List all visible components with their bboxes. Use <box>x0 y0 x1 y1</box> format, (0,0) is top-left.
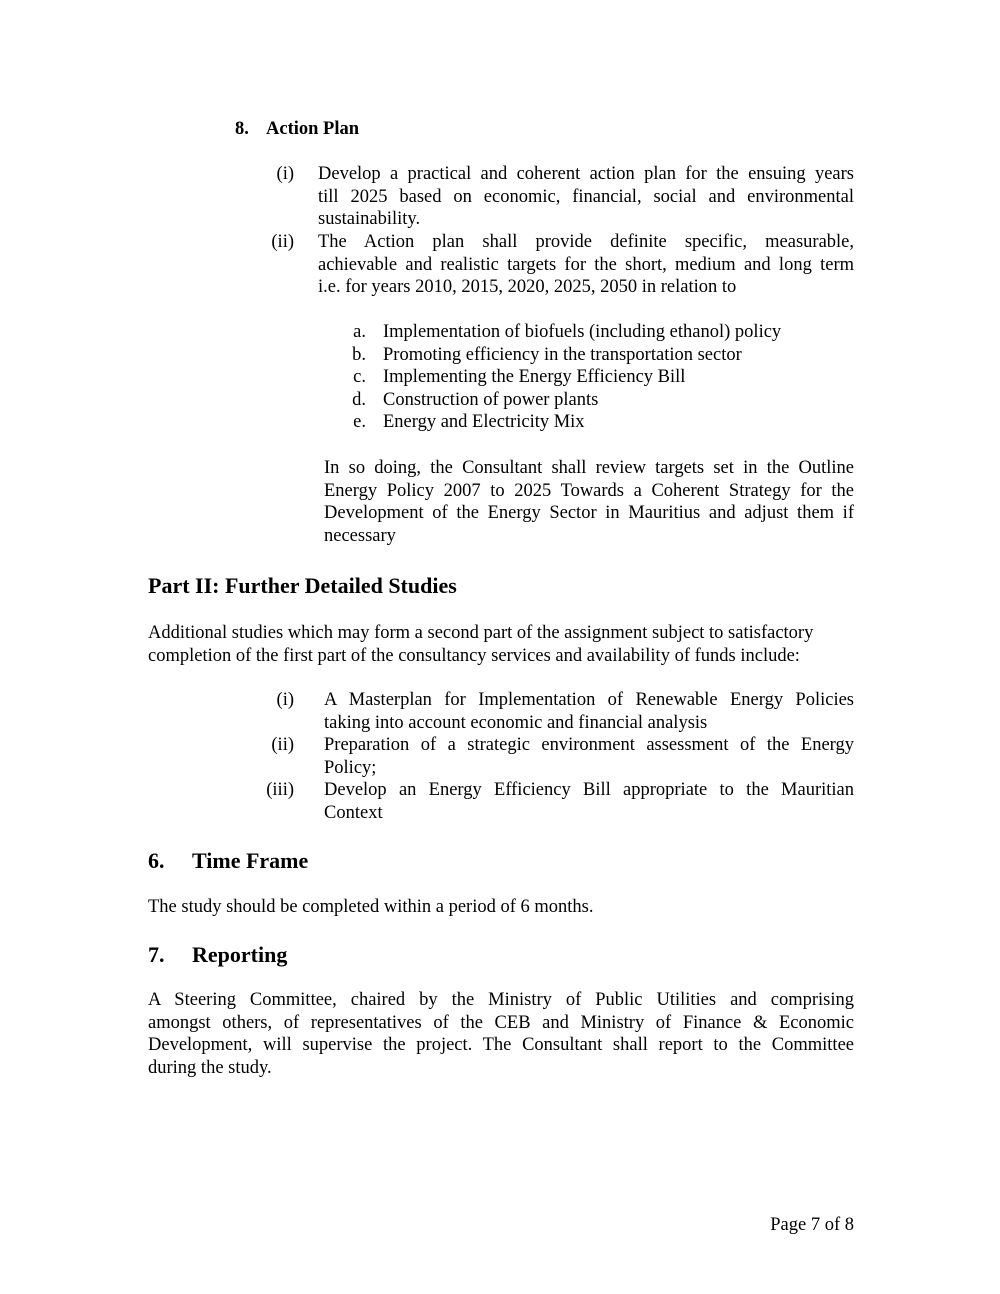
section-6-text: The study should be completed within a period of 6 months. <box>148 897 594 917</box>
list-item-text: A Masterplan for Implementation of Renewable Energy Policies taking into account economic and financial analysis <box>324 690 854 733</box>
section-6-number: 6. <box>148 848 165 873</box>
item-number: (iii) <box>266 780 294 800</box>
list-item: a. Implementation of biofuels (including ethanol) policy <box>353 322 782 342</box>
section-7-title: Reporting <box>192 942 288 967</box>
item-number: (i) <box>276 164 294 184</box>
item-number: (i) <box>276 690 294 710</box>
list-item: b. Promoting efficiency in the transportation sector <box>352 344 742 365</box>
list-item: c. Implementing the Energy Efficiency Bill <box>353 367 686 387</box>
list-item-text: Preparation of a strategic environment assessment of the Energy Policy; <box>324 735 854 778</box>
list-item: d. Construction of power plants <box>352 389 599 410</box>
closing-paragraph: In so doing, the Consultant shall review targets set in the Outline Energy Policy 2007 to 2025 Towards a Coherent Strategy for the Development of the Energy Sector in Mauritius and adjust them if necessary <box>324 458 854 546</box>
section-8-number: 8. <box>235 119 249 139</box>
list-item-text: The Action plan shall provide definite specific, measurable, achievable and realistic targets for the short, medium and long term i.e. for years 2010, 2015, 2020, 2025, 2050 in relation to <box>318 232 854 297</box>
list-item: e. Energy and Electricity Mix <box>353 412 585 432</box>
list-item-text: Develop an Energy Efficiency Bill appropriate to the Mauritian Context <box>324 780 854 823</box>
item-number: (ii) <box>271 735 294 755</box>
sub-list <box>340 321 860 434</box>
section-7-paragraph: A Steering Committee, chaired by the Ministry of Public Utilities and comprising amongst others, of representatives of the CEB and Ministry of Finance & Economic Development, will supervise the project. The Consultant shall report to the Committee during the study. <box>148 990 854 1078</box>
section-8-title: Action Plan <box>266 119 360 139</box>
page-number: Page 7 of 8 <box>770 1215 854 1235</box>
list-item-text: Develop a practical and coherent action plan for the ensuing years till 2025 based on economic, financial, social and environmental sustainability. <box>318 164 854 229</box>
part-2-heading: Part II: Further Detailed Studies <box>148 573 457 598</box>
item-number: (ii) <box>271 232 294 252</box>
section-7-number: 7. <box>148 942 165 967</box>
part-2-intro: Additional studies which may form a second part of the assignment subject to satisfactory completion of the first part of the consultancy services and availability of funds include: <box>148 623 814 666</box>
section-6-title: Time Frame <box>192 848 309 873</box>
